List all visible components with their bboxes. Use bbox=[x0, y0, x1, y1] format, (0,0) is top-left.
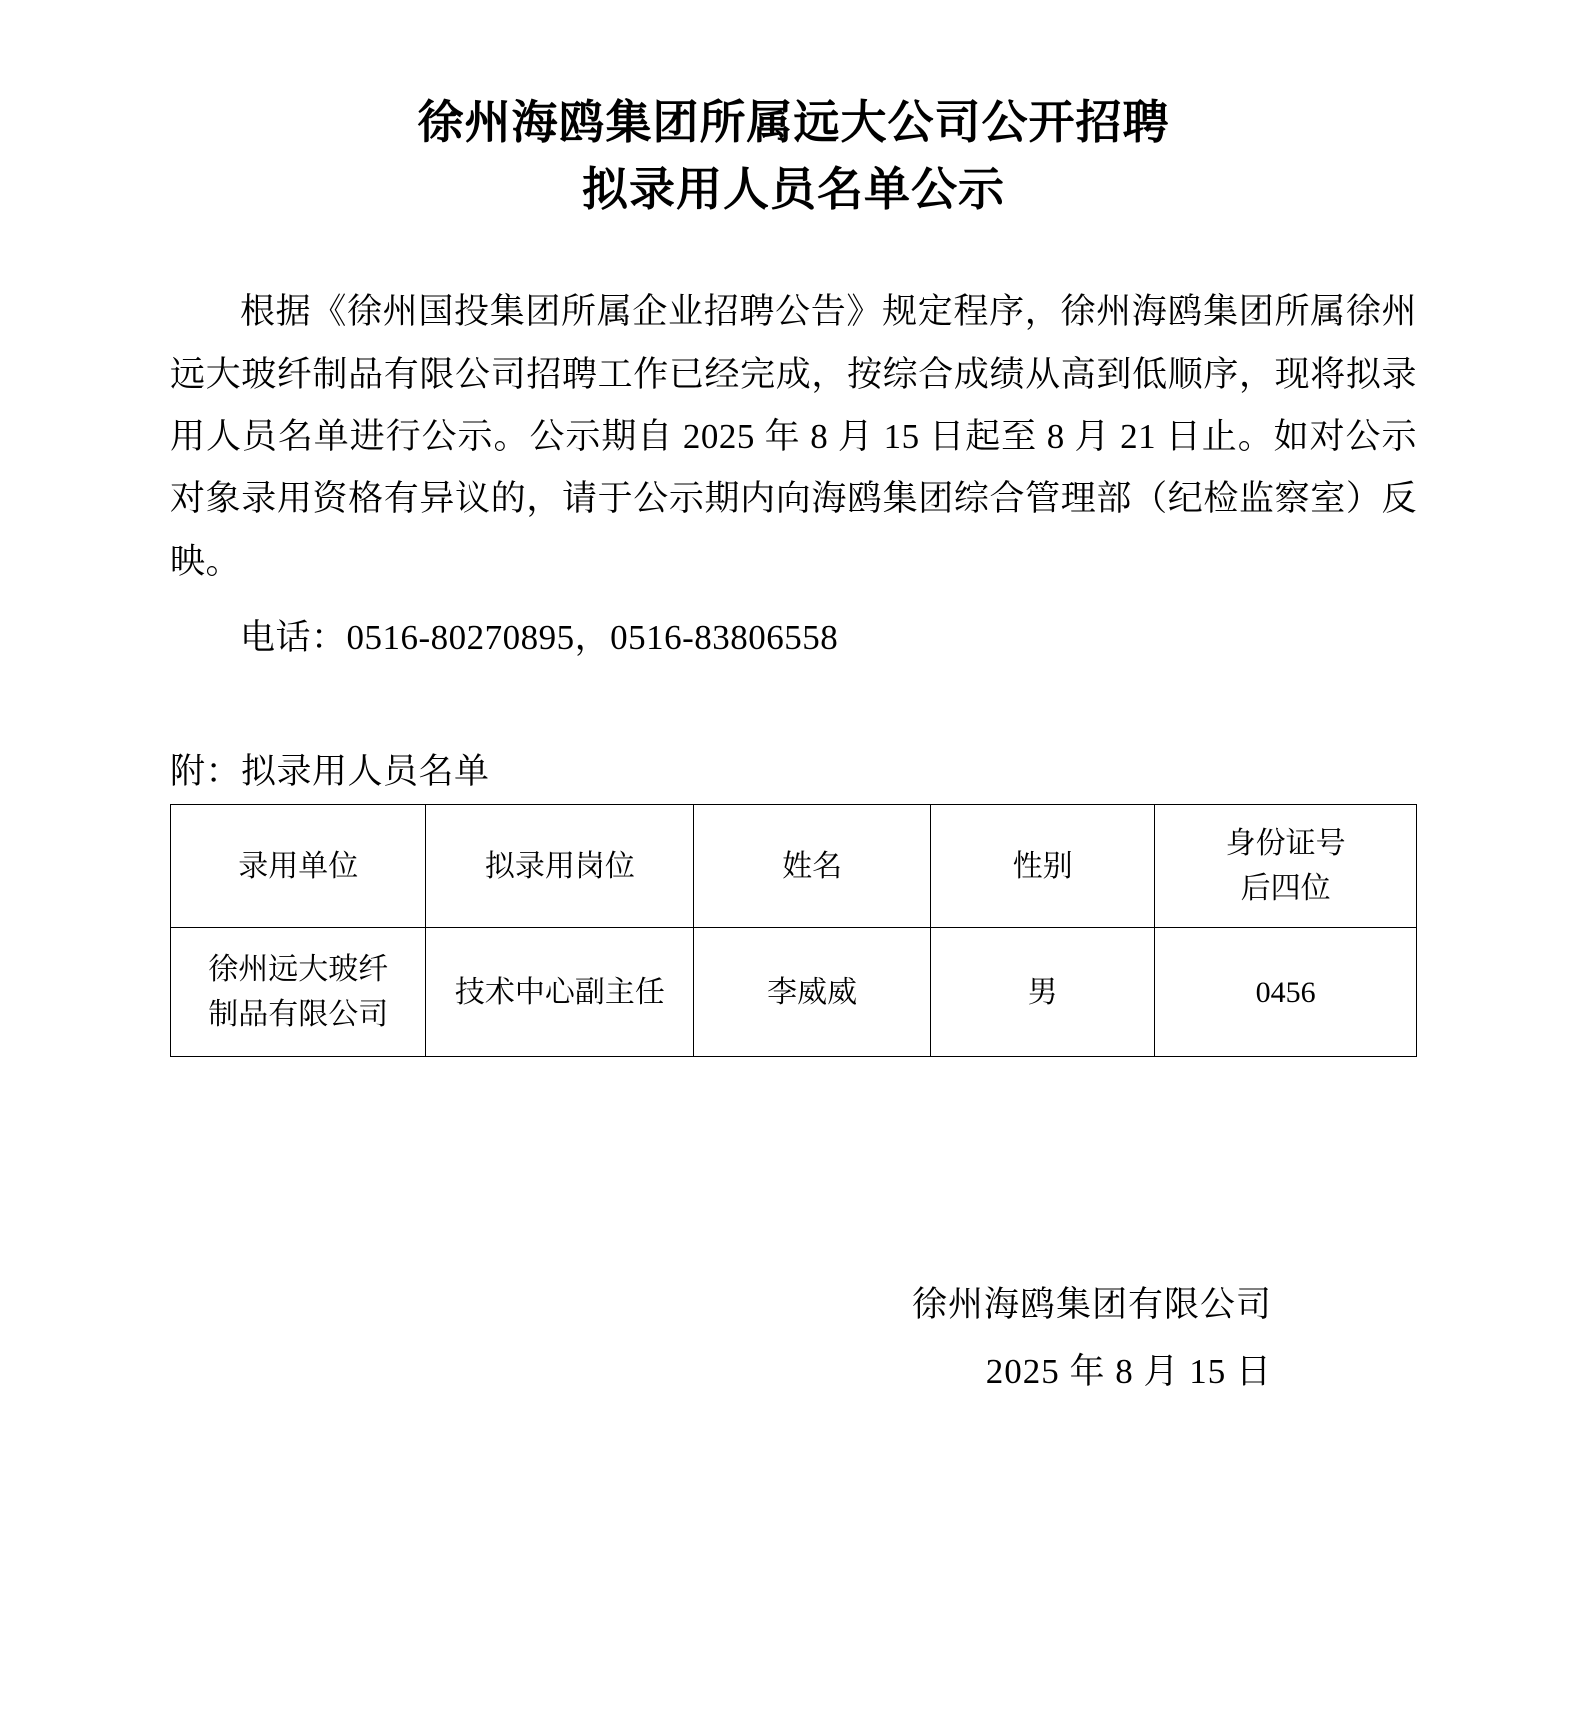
column-header-id-line-1: 身份证号 bbox=[1225, 827, 1346, 861]
column-header-id-line-2: 后四位 bbox=[1240, 872, 1331, 906]
cell-name: 李威威 bbox=[694, 928, 931, 1057]
column-header-gender: 性别 bbox=[931, 805, 1155, 928]
signature-block bbox=[170, 1272, 1417, 1405]
column-header-name: 姓名 bbox=[694, 805, 931, 928]
table-row bbox=[171, 928, 1417, 1057]
table-header-row bbox=[171, 805, 1417, 928]
title-line-2: 拟录用人员名单公示 bbox=[582, 163, 1005, 215]
cell-unit-line-2: 制品有限公司 bbox=[208, 998, 389, 1032]
attachment-label: 附：拟录用人员名单 bbox=[170, 752, 490, 792]
signature-organization: 徐州海鸥集团有限公司 bbox=[911, 1285, 1272, 1325]
contact-phone-line: 电话：0516-80270895，0516-83806558 bbox=[240, 617, 839, 657]
page-title bbox=[170, 90, 1417, 223]
column-header-unit: 录用单位 bbox=[171, 805, 426, 928]
cell-unit-line-1: 徐州远大玻纤 bbox=[208, 953, 389, 987]
column-header-post: 拟录用岗位 bbox=[426, 805, 694, 928]
cell-post: 技术中心副主任 bbox=[426, 928, 694, 1057]
column-header-id-last4 bbox=[1155, 805, 1417, 928]
signature-date: 2025 年 8 月 15 日 bbox=[985, 1351, 1272, 1391]
announcement-paragraph: 根据《徐州国投集团所属企业招聘公告》规定程序，徐州海鸥集团所属徐州远大玻纤制品有限公司招聘工作已经完成，按综合成绩从高到低顺序，现将拟录用人员名单进行公示。公示期自 2025 年 8 月 15 日起至 8 月 21 日止。如对公示对象录用资格有异议的，请于公示期内向海鸥集团综合管理部（纪检监察室）反映。 bbox=[170, 292, 1417, 581]
cell-gender: 男 bbox=[931, 928, 1155, 1057]
cell-id-last4: 0456 bbox=[1155, 928, 1417, 1057]
hired-candidates-table bbox=[170, 804, 1417, 1057]
title-line-1: 徐州海鸥集团所属远大公司公开招聘 bbox=[417, 97, 1170, 148]
cell-unit-lines bbox=[177, 947, 419, 1037]
document-body bbox=[170, 281, 1417, 669]
cell-unit bbox=[171, 928, 426, 1057]
